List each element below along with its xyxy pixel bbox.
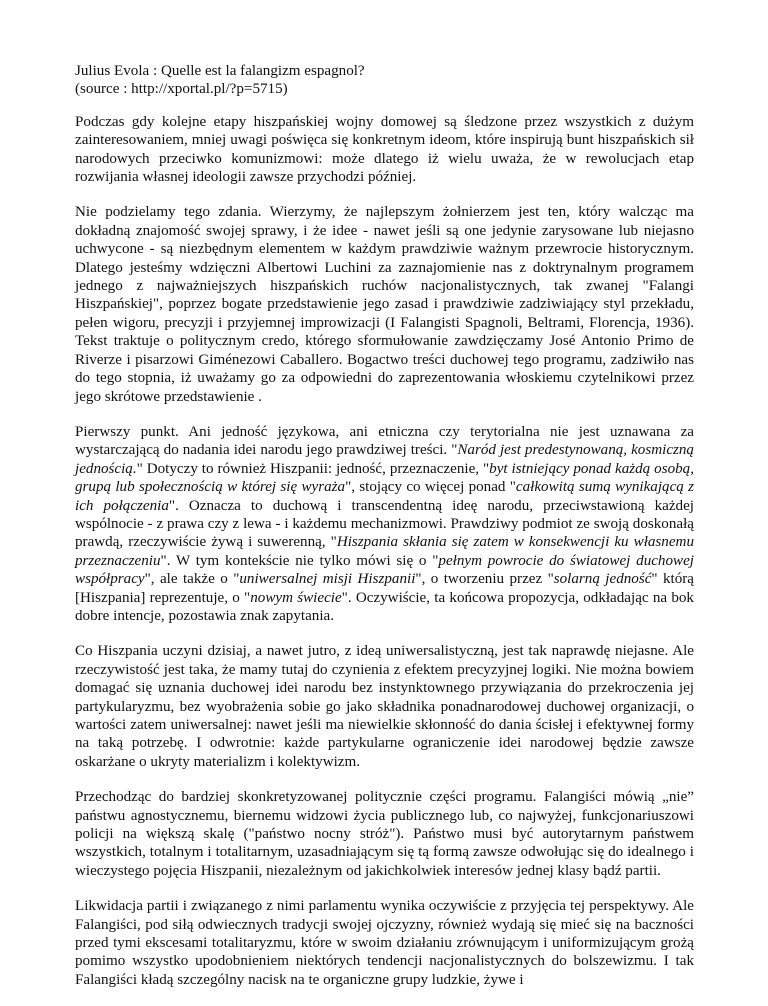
italic-quote: całkowitą sumą wynikającą z ich połączenia	[75, 479, 694, 514]
paragraph-6-text: Likwidacja partii i związanego z nimi parlamentu wynika oczywiście z przyjęcia tej perspektywy. Ale Falangiści, pod siłą odwiecznych tradycji swojej ojczyzny, również wydają się mieć się na baczności przed tymi ekscesami totalitaryzmu, które w swoim działaniu zrównującym i uniformizującym grożą pomimo wszystko upodobnieniem niektórych tendencji nacjonalistycznych do bolszewizmu. I tak Falangiści kładą szczególny nacisk na te organiczne grupy ludzkie, żywe i	[75, 898, 694, 988]
document-page	[75, 62, 694, 1006]
italic-quote: pełnym powrocie do światowej duchowej współpracy	[75, 552, 694, 588]
paragraph-3-text: ". Oznacza to duchową i transcendentną ideę narodu, przeciwstawioną każdej wspólnocie - z prawa czy z lewa - i każdemu mechanizmowi. Prawdziwy podmiot ze swoją doskonałą prawdą, rzeczywiście żywą i suwerenną, "	[75, 497, 694, 551]
paragraph-4-text: Co Hiszpania uczyni dzisiaj, a nawet jutro, z ideą uniwersalistyczną, jest tak naprawdę niejasne. Ale rzeczywistość jest taka, że mamy tutaj do czynienia z efektem precyzyjnej logiki. Nie można bowiem domagać się uznania duchowej idei narodu bez instynktownego przywiązania do przekroczenia jej partykularyzmu, bez wyobrażenia sobie go jako składnika ponadnarodowej duchowej organizacji, o wartości zatem uniwersalnej: nawet jeśli ma niewielkie skłonność do dania ścisłej i efektywnej formy na taką potrzebę. I odwrotnie: każde partykularne ograniczenie idei narodowej będzie zawsze oskarżane o ukryty materializm i kolektywizm.	[75, 643, 694, 770]
paragraph-3	[75, 423, 694, 625]
italic-quote: Hiszpania skłania się zatem w konsekwencji ku własnemu przeznaczeniu	[75, 534, 694, 569]
paragraph-1	[75, 113, 694, 187]
paragraph-6	[75, 897, 694, 989]
italic-quote: solarną jedność	[553, 571, 652, 588]
italic-quote: Naród jest predestynowaną, kosmiczną jednością.	[75, 442, 694, 477]
italic-quote: nowym świecie	[250, 589, 342, 606]
paragraph-3-text: " którą [Hiszpania] reprezentuje, o "	[75, 571, 694, 606]
source-line: (source : http://xportal.pl/?p=5715)	[75, 81, 288, 98]
document-header	[75, 62, 694, 99]
paragraph-5-text: Przechodząc do bardziej skonkretyzowanej politycznie części programu. Falangiści mówią „nie” państwu agnostycznemu, biernemu widzowi życia publicznego lub, co najwyżej, funkcjonariuszowi policji na większą skalę ("państwo nocny stróż"). Państwo musi być autorytarnym państwem wszystkich, totalnym i totalitarnym, uzasadniającym się tą formą zawsze odwołując się do idealnego i wieczystego pojęcia Hiszpanii, niezależnym od jakichkolwiek interesów jednej klasy bądź partii.	[75, 789, 694, 879]
paragraph-3-text: ". Oczywiście, ta końcowa propozycja, odkładając na bok dobre intencje, pozostawia znak zapytania.	[75, 589, 694, 624]
document-title: Julius Evola : Quelle est la falangizm espagnol?	[75, 63, 365, 79]
paragraph-3-text: " Dotyczy to również Hiszpanii: jedność, przeznaczenie, "	[136, 460, 490, 477]
italic-quote: uniwersalnej misji Hiszpanii	[239, 571, 416, 588]
italic-quote: byt istniejący ponad każdą osobą, grupą lub społecznością w której się wyraża	[75, 460, 694, 496]
paragraph-2	[75, 203, 694, 405]
paragraph-3-text: ", ale także o "	[144, 571, 240, 588]
paragraph-3-text: ", o tworzeniu przez "	[415, 571, 554, 588]
paragraph-3-text: ". W tym kontekście nie tylko mówi się o "	[160, 552, 439, 569]
paragraph-4	[75, 642, 694, 771]
paragraph-5	[75, 788, 694, 880]
paragraph-3-text: ", stojący co więcej ponad "	[345, 479, 516, 496]
paragraph-3-text: Pierwszy punkt. Ani jedność językowa, ani etniczna czy terytorialna nie jest uznawana za wystarczającą do nadania idei narodu jego prawdziwej treści. "	[75, 423, 694, 459]
paragraph-1-text: Podczas gdy kolejne etapy hiszpańskiej wojny domowej są śledzone przez wszystkich z dużym zainteresowaniem, mniej uwagi poświęca się konkretnym ideom, które inspirują bunt hiszpańskich sił narodowych przeciwko komunizmowi: może dlatego iż wielu uważa, że w rewolucjach etap rozwijania własnej ideologii zawsze przychodzi później.	[75, 113, 694, 186]
paragraph-2-text: Nie podzielamy tego zdania. Wierzymy, że najlepszym żołnierzem jest ten, który walcząc ma dokładną znajomość swojej sprawy, i że idee - nawet jeśli są one jedynie zarysowane lub niejasno uchwycone - są niezbędnym elementem w każdym prawdziwie ważnym przewrocie historycznym. Dlatego jesteśmy wdzięczni Albertowi Luchini za zaznajomienie nas z doktrynalnym programem jednego z najważniejszych hiszpańskich ruchów nacjonalistycznych, tak zwanej "Falangi Hiszpańskiej", poprzez bogate przedstawienie jego zasad i prawdziwie zadziwiający styl przekładu, pełen wigoru, precyzji i przyjemnej improwizacji (I Falangisti Spagnoli, Beltrami, Florencja, 1936). Tekst traktuje o politycznym credo, którego sformułowanie zawdzięczamy José Antonio Primo de Riverze i pisarzowi Giménezowi Caballero. Bogactwo treści duchowej tego programu, zadziwiło nas do tego stopnia, iż uważamy go za odpowiedni do zaprezentowania włoskiemu czytelnikowi przez jego skrótowe przedstawienie .	[75, 204, 694, 405]
